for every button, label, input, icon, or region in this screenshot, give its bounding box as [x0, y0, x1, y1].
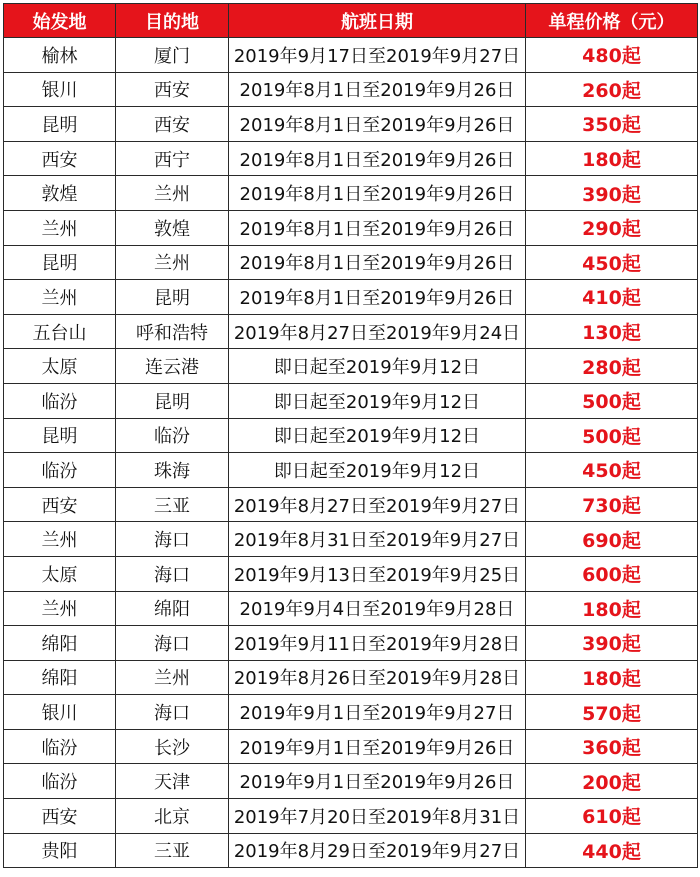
destination-cell: 北京 [116, 799, 229, 834]
table-row [4, 591, 698, 626]
flight-dates-cell: 2019年8月1日至2019年9月26日 [229, 210, 526, 245]
destination-cell: 天津 [116, 764, 229, 799]
price-cell: 280起 [526, 349, 698, 384]
table-row [4, 107, 698, 142]
flight-dates-cell: 2019年9月17日至2019年9月27日 [229, 38, 526, 73]
price-cell: 610起 [526, 799, 698, 834]
flight-dates-cell: 2019年9月1日至2019年9月26日 [229, 764, 526, 799]
price-cell: 500起 [526, 383, 698, 418]
flight-dates-cell: 2019年8月1日至2019年9月26日 [229, 176, 526, 211]
price-cell: 570起 [526, 695, 698, 730]
table-row [4, 626, 698, 661]
origin-cell: 西安 [4, 141, 116, 176]
destination-cell: 呼和浩特 [116, 314, 229, 349]
flight-dates-cell: 2019年8月1日至2019年9月26日 [229, 141, 526, 176]
origin-cell: 太原 [4, 349, 116, 384]
table-row [4, 729, 698, 764]
flight-dates-cell: 2019年8月1日至2019年9月26日 [229, 280, 526, 315]
destination-cell: 临汾 [116, 418, 229, 453]
flight-dates-cell: 2019年9月1日至2019年9月26日 [229, 729, 526, 764]
table-row [4, 418, 698, 453]
flight-dates-cell: 2019年7月20日至2019年8月31日 [229, 799, 526, 834]
flight-dates-cell: 即日起至2019年9月12日 [229, 453, 526, 488]
origin-cell: 临汾 [4, 383, 116, 418]
flight-dates-cell: 2019年8月31日至2019年9月27日 [229, 522, 526, 557]
table-row [4, 695, 698, 730]
flight-dates-cell: 2019年8月27日至2019年9月27日 [229, 487, 526, 522]
flight-dates-cell: 2019年9月1日至2019年9月27日 [229, 695, 526, 730]
header-row [4, 4, 698, 38]
destination-cell: 连云港 [116, 349, 229, 384]
destination-cell: 兰州 [116, 660, 229, 695]
origin-cell: 兰州 [4, 280, 116, 315]
origin-cell: 昆明 [4, 245, 116, 280]
origin-cell: 绵阳 [4, 626, 116, 661]
price-cell: 450起 [526, 453, 698, 488]
price-cell: 290起 [526, 210, 698, 245]
table-body [4, 38, 698, 868]
price-cell: 360起 [526, 729, 698, 764]
price-cell: 390起 [526, 626, 698, 661]
table-row [4, 487, 698, 522]
origin-cell: 昆明 [4, 418, 116, 453]
header-origin: 始发地 [4, 4, 116, 38]
flight-dates-cell: 2019年8月27日至2019年9月24日 [229, 314, 526, 349]
origin-cell: 兰州 [4, 522, 116, 557]
price-cell: 730起 [526, 487, 698, 522]
price-cell: 690起 [526, 522, 698, 557]
origin-cell: 临汾 [4, 764, 116, 799]
table-row [4, 314, 698, 349]
flight-dates-cell: 2019年8月1日至2019年9月26日 [229, 72, 526, 107]
table-row [4, 383, 698, 418]
table-row [4, 38, 698, 73]
table-row [4, 210, 698, 245]
price-cell: 130起 [526, 314, 698, 349]
table-row [4, 72, 698, 107]
origin-cell: 西安 [4, 487, 116, 522]
destination-cell: 海口 [116, 626, 229, 661]
price-cell: 480起 [526, 38, 698, 73]
origin-cell: 兰州 [4, 210, 116, 245]
destination-cell: 珠海 [116, 453, 229, 488]
destination-cell: 兰州 [116, 245, 229, 280]
header-destination: 目的地 [116, 4, 229, 38]
flight-dates-cell: 2019年8月1日至2019年9月26日 [229, 245, 526, 280]
origin-cell: 银川 [4, 72, 116, 107]
price-cell: 180起 [526, 591, 698, 626]
origin-cell: 太原 [4, 556, 116, 591]
price-cell: 410起 [526, 280, 698, 315]
origin-cell: 银川 [4, 695, 116, 730]
origin-cell: 西安 [4, 799, 116, 834]
flight-dates-cell: 2019年8月1日至2019年9月26日 [229, 107, 526, 142]
table-row [4, 833, 698, 868]
destination-cell: 海口 [116, 556, 229, 591]
destination-cell: 兰州 [116, 176, 229, 211]
flight-dates-cell: 2019年8月29日至2019年9月27日 [229, 833, 526, 868]
destination-cell: 西安 [116, 107, 229, 142]
price-cell: 180起 [526, 141, 698, 176]
flight-dates-cell: 即日起至2019年9月12日 [229, 349, 526, 384]
price-cell: 200起 [526, 764, 698, 799]
table-row [4, 141, 698, 176]
price-cell: 260起 [526, 72, 698, 107]
origin-cell: 临汾 [4, 453, 116, 488]
origin-cell: 兰州 [4, 591, 116, 626]
destination-cell: 敦煌 [116, 210, 229, 245]
destination-cell: 三亚 [116, 833, 229, 868]
price-cell: 600起 [526, 556, 698, 591]
origin-cell: 榆林 [4, 38, 116, 73]
destination-cell: 昆明 [116, 383, 229, 418]
origin-cell: 临汾 [4, 729, 116, 764]
table-row [4, 453, 698, 488]
flight-dates-cell: 2019年8月26日至2019年9月28日 [229, 660, 526, 695]
flight-dates-cell: 2019年9月11日至2019年9月28日 [229, 626, 526, 661]
origin-cell: 绵阳 [4, 660, 116, 695]
fare-table [3, 3, 698, 868]
header-flight-dates: 航班日期 [229, 4, 526, 38]
price-cell: 440起 [526, 833, 698, 868]
table-row [4, 660, 698, 695]
destination-cell: 昆明 [116, 280, 229, 315]
flight-dates-cell: 2019年9月13日至2019年9月25日 [229, 556, 526, 591]
price-cell: 390起 [526, 176, 698, 211]
table-row [4, 556, 698, 591]
origin-cell: 敦煌 [4, 176, 116, 211]
origin-cell: 五台山 [4, 314, 116, 349]
destination-cell: 西宁 [116, 141, 229, 176]
table-row [4, 349, 698, 384]
table-header [4, 4, 698, 38]
table-row [4, 176, 698, 211]
destination-cell: 西安 [116, 72, 229, 107]
table-row [4, 280, 698, 315]
destination-cell: 绵阳 [116, 591, 229, 626]
flight-dates-cell: 即日起至2019年9月12日 [229, 383, 526, 418]
price-cell: 450起 [526, 245, 698, 280]
table-row [4, 522, 698, 557]
price-cell: 350起 [526, 107, 698, 142]
origin-cell: 贵阳 [4, 833, 116, 868]
flight-dates-cell: 即日起至2019年9月12日 [229, 418, 526, 453]
price-cell: 180起 [526, 660, 698, 695]
price-cell: 500起 [526, 418, 698, 453]
table-row [4, 245, 698, 280]
flight-dates-cell: 2019年9月4日至2019年9月28日 [229, 591, 526, 626]
origin-cell: 昆明 [4, 107, 116, 142]
destination-cell: 厦门 [116, 38, 229, 73]
table-row [4, 799, 698, 834]
destination-cell: 三亚 [116, 487, 229, 522]
destination-cell: 海口 [116, 522, 229, 557]
header-price: 单程价格（元） [526, 4, 698, 38]
destination-cell: 长沙 [116, 729, 229, 764]
table-row [4, 764, 698, 799]
destination-cell: 海口 [116, 695, 229, 730]
